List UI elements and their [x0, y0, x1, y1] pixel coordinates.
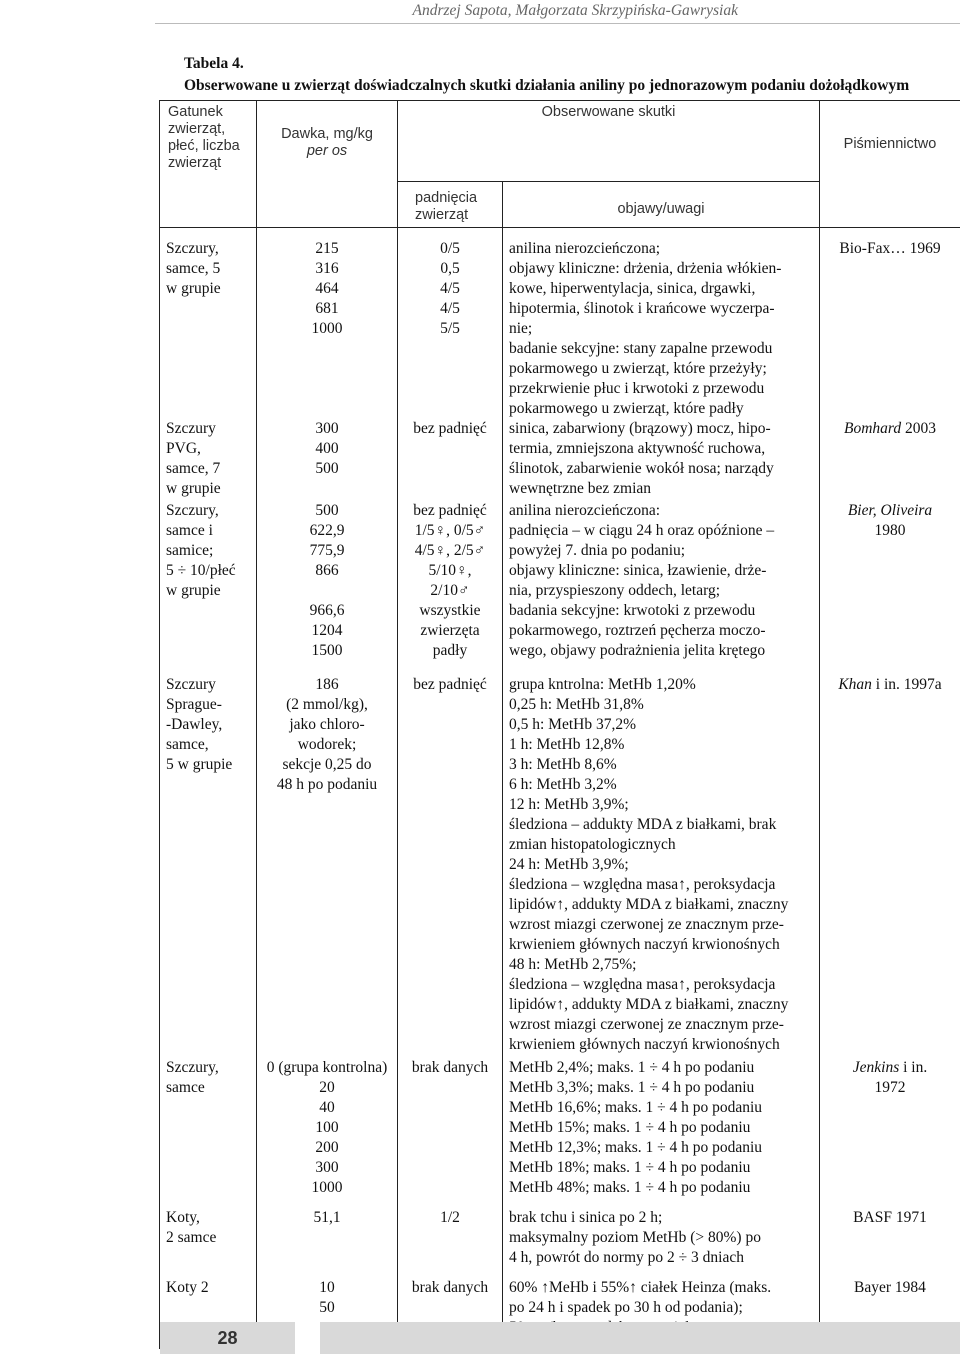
- ref-author: Jenkins: [852, 1059, 900, 1076]
- cell-species: Szczury Sprague- -Dawley, samce, 5 w grupie: [160, 675, 257, 1058]
- table-row: [160, 419, 960, 501]
- effects-table: [159, 100, 960, 1349]
- cell-deaths: bez padnięć 1/5♀, 0/5♂ 4/5♀, 2/5♂ 5/10♀, 2/10♂ wszystkie zwierzęta padły: [398, 501, 503, 675]
- header-symptoms: [503, 182, 820, 228]
- header-refs: [820, 101, 960, 228]
- header-symptoms-label: objawy/uwagi: [617, 201, 705, 217]
- table-row: [160, 501, 960, 675]
- header-deaths-label: padnięcia zwierząt: [415, 190, 478, 223]
- header-rule: [155, 23, 960, 24]
- ref-author: Bomhard: [844, 420, 902, 437]
- cell-reference: [820, 1058, 960, 1208]
- page-number: 28: [217, 1327, 238, 1348]
- running-head: Andrzej Sapota, Małgorzata Skrzypińska-Gawrysiak: [412, 2, 738, 19]
- header-dose-label: Dawka, mg/kg: [281, 126, 373, 142]
- ref-author: Khan: [838, 676, 872, 693]
- ref-year: i in. 1997a: [871, 676, 942, 693]
- cell-reference: [820, 501, 960, 675]
- header-dose: [257, 101, 398, 228]
- cell-dose: 10 50: [257, 1278, 398, 1348]
- cell-symptoms: MetHb 2,4%; maks. 1 ÷ 4 h po podaniu MetHb 3,3%; maks. 1 ÷ 4 h po podaniu MetHb 16,6%; maks. 1 ÷ 4 h po podaniu MetHb 15%; maks. 1 ÷ 4 h po podaniu MetHb 12,3%; maks. 1 ÷ 4 h po podaniu MetHb 18%; maks. 1 ÷ 4 h po podaniu MetHb 48%; maks. 1 ÷ 4 h po podaniu: [503, 1058, 820, 1208]
- table-row: [160, 1058, 960, 1208]
- cell-symptoms: brak tchu i sinica po 2 h; maksymalny poziom MetHb (> 80%) po 4 h, powrót do normy po 2 ÷ 3 dniach: [503, 1208, 820, 1278]
- header-dose-unit: per os: [306, 143, 348, 159]
- cell-reference: [820, 419, 960, 501]
- cell-symptoms: 60% ↑MeHb i 55%↑ ciałek Heinza (maks. po 24 h i spadek po 30 h od podania);: [503, 1278, 820, 1348]
- cell-species: Szczury, samce, 5 w grupie: [160, 228, 257, 420]
- cell-deaths: bez padnięć: [398, 419, 503, 501]
- cell-symptoms: sinica, zabarwiony (brązowy) mocz, hipo- termia, zmniejszona aktywność ruchowa, ślinotok, zabarwienie wokół nosa; narządy wewnętrzne bez zmian: [503, 419, 820, 501]
- header-species: Gatunek zwierząt, płeć, liczba zwierząt: [160, 101, 257, 228]
- cell-dose: 300 400 500: [257, 419, 398, 501]
- ref-year: i in. 1972: [874, 1059, 928, 1096]
- cell-species: Szczury, samce i samice; 5 ÷ 10/płeć w grupie: [160, 501, 257, 675]
- cell-dose: 186 (2 mmol/kg), jako chloro- wodorek; sekcje 0,25 do 48 h po podaniu: [257, 675, 398, 1058]
- table-row: [160, 675, 960, 1058]
- cell-reference: BASF 1971: [820, 1208, 960, 1278]
- header-refs-label: Piśmiennictwo: [843, 136, 937, 152]
- ref-author: Bier, Oliveira: [847, 502, 933, 519]
- ref-year: 1980: [874, 522, 906, 539]
- cell-species: Koty, 2 samce: [160, 1208, 257, 1278]
- cell-deaths: 0/5 0,5 4/5 4/5 5/5: [398, 228, 503, 420]
- ref-year: 2003: [901, 420, 936, 437]
- cell-species: Szczury PVG, samce, 7 w grupie: [160, 419, 257, 501]
- header-deaths: [398, 182, 503, 228]
- cell-dose: 215 316 464 681 1000: [257, 228, 398, 420]
- cell-symptoms: grupa kntrolna: MetHb 1,20% 0,25 h: MetHb 31,8% 0,5 h: MetHb 37,2% 1 h: MetHb 12,8% 3 h: MetHb 8,6% 6 h: MetHb 3,2% 12 h: MetHb 3,9%; śledziona – addukty MDA z białkami, brak zmian histopatologicznych 24 h: MetHb 3,9%; śledziona – względna masa↑, peroksydacja lipidów↑, addukty MDA z białkami, znaczny wzrost miazgi czerwonej ze znacznym prze- krwieniem głównych naczyń krwionośnych 48 h: MetHb 2,75%; śledziona – względna masa↑, peroksydacja lipidów↑, addukty MDA z białkami, znaczny wzrost miazgi czerwonej ze znacznym prze- krwieniem głównych naczyń krwionośnych: [503, 675, 820, 1058]
- header-observed: Obserwowane skutki: [398, 101, 820, 182]
- cell-symptoms: anilina nierozcieńczona; objawy kliniczne: drżenia, drżenia włókien- kowe, hiperwentylacja, sinica, drgawki, hipotermia, ślinotok i krańcowe wyczerpa- nie; badanie sekcyjne: stany zapalne przewodu pokarmowego u zwierząt, które przeżyły; przekrwienie płuc i krwotoki z przewodu pokarmowego u zwierząt, które padły: [503, 228, 820, 420]
- cell-reference: [820, 675, 960, 1058]
- table-row: [160, 228, 960, 420]
- cell-dose: 500 622,9 775,9 866 966,6 1204 1500: [257, 501, 398, 675]
- cell-deaths: brak danych: [398, 1278, 503, 1348]
- cell-species: Koty 2: [160, 1278, 257, 1348]
- cell-deaths: brak danych: [398, 1058, 503, 1208]
- cell-dose: 51,1: [257, 1208, 398, 1278]
- cell-deaths: bez padnięć: [398, 675, 503, 1058]
- cell-symptoms: anilina nierozcieńczona: padnięcia – w ciągu 24 h oraz opóźnione – powyżej 7. dnia po podaniu; objawy kliniczne: sinica, łzawienie, drże- nia, przyspieszony oddech, letarg; badania sekcyjne: krwotoki z przewodu pokarmowego, roztrzeń pęcherza moczo- wego, objawy podrażnienia jelita krętego: [503, 501, 820, 675]
- cell-dose: 0 (grupa kontrolna) 20 40 100 200 300 1000: [257, 1058, 398, 1208]
- cell-reference: Bayer 1984: [820, 1278, 960, 1348]
- footer-separator: [295, 1322, 320, 1354]
- cell-deaths: 1/2: [398, 1208, 503, 1278]
- table-caption: Tabela 4.: [184, 55, 244, 72]
- table-title: Obserwowane u zwierząt doświadczalnych skutki działania aniliny po jednorazowym podaniu dożołądkowym: [184, 77, 910, 94]
- cell-species: Szczury, samce: [160, 1058, 257, 1208]
- ref-author: Bio-Fax…: [839, 240, 906, 257]
- cell-reference: [820, 228, 960, 420]
- table-row: [160, 1208, 960, 1278]
- ref-year: 1969: [905, 240, 941, 257]
